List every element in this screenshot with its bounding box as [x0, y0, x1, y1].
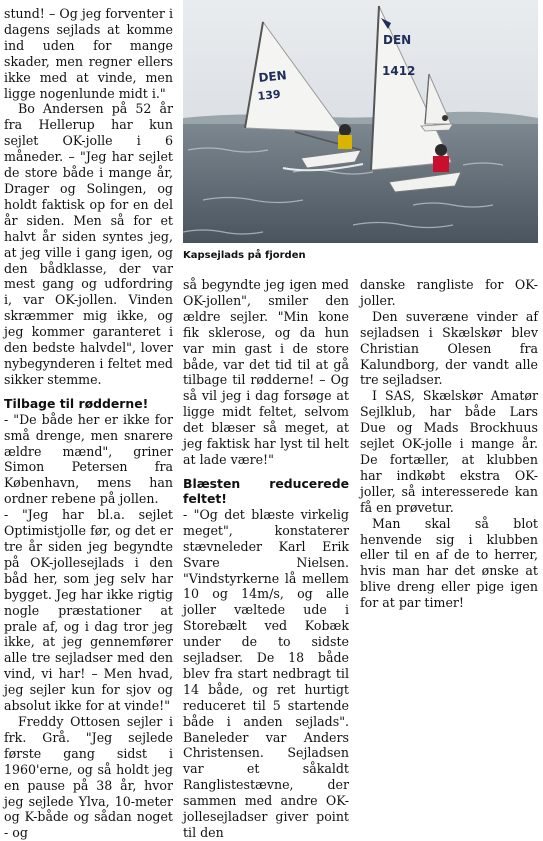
paragraph: danske rangliste for OK-joller.	[360, 277, 538, 308]
sail-country-code: DEN	[383, 33, 412, 47]
paragraph: - "Og det blæste virkelig meget", konstaterer stævneleder Karl Erik Svare Nielsen. "Vindstyrkerne lå mellem 10 og 14m/s, og alle joller væltede ude i Storebælt ved Kobæk under de to sidste sejladser. De 18 både blev fra start nedbragt til 14 både, og ret hurtigt reduceret til 5 startende både i anden sejlads". Baneleder var Anders Christensen. Sejladsen var et såkaldt Ranglistestævne, der sammen med andre OK-jollesejladser giver point til den	[183, 506, 349, 840]
paragraph: - "Jeg har bl.a. sejlet Optimistjolle før, og det er tre år siden jeg begyndte på OK-jollesejlads i den båd her, som jeg selv har bygget. Jeg har ikke rigtig nogle præstationer at prale af, og i dag tror jeg ikke, at jeg gennemfører alle tre sejladser med den vind, vi har! – Men hvad, jeg sejler kun for sjov og absolut ikke for at vinde!"	[4, 507, 173, 714]
article-column-1	[4, 6, 173, 841]
sail-number: 1412	[382, 64, 416, 78]
sail-country-code: DEN	[257, 68, 288, 85]
photo-caption: Kapsejlads på fjorden	[183, 250, 306, 261]
paragraph: Bo Andersen på 52 år fra Hellerup har kun sejlet OK-jolle i 6 måneder. – "Jeg har sejlet de store både i mange år, Drager og Solingen, og holdt faktisk op for en del år siden. Men så for et halvt år siden syntes jeg, at jeg ville i gang igen, og den bådklasse, der var mest gang og udfordring i, var OK-jollen. Vinden skræmmer mig ikke, og jeg kommer garanteret i den bedste halvdel", lover nybegynderen i feltet med sikker stemme.	[4, 101, 173, 387]
paragraph: - "De både her er ikke for små drenge, men snarere ældre mænd", griner Simon Petersen fra København, mens han ordner rebene på jollen.	[4, 411, 173, 507]
paragraph: så begyndte jeg igen med OK-jollen", smiler den ældre sejler. "Min kone fik sklerose, og da hun var min gast i de store både, var det tid til at gå tilbage til rødderne! – Og så vil jeg i dag forsøge at ligge midt feltet, selvom det blæser så meget, at jeg faktisk har lyst til helt at lade være!"	[183, 277, 349, 467]
section-heading: Tilbage til rødderne!	[4, 395, 149, 411]
paragraph: Freddy Ottosen sejler i frk. Grå. "Jeg sejlede første gang sidst i 1960'erne, og så holdt jeg en pause på 38 år, hvor jeg sejlede Ylva, 10-meter og K-både og sådan noget - og	[4, 713, 173, 841]
sailing-photo	[183, 0, 538, 243]
sailor	[339, 124, 351, 136]
sail-number: 139	[256, 87, 282, 103]
sailor	[435, 144, 447, 156]
paragraph: Man skal så blot henvende sig i klubben eller til en af de to herrer, hvis man har det ønske at blive dreng eller pige igen for at par timer!	[360, 515, 538, 611]
sailing-photo-graphic	[183, 0, 538, 243]
sailor-lifevest	[338, 135, 352, 149]
article-column-2	[183, 277, 349, 841]
paragraph: stund! – Og jeg forventer i dagens sejlads at komme ind uden for mange skader, men regner ellers ikke med at vinde, men ligge nogenlunde midt i."	[4, 6, 173, 101]
section-heading: Blæsten reducerede feltet!	[183, 475, 349, 506]
paragraph: Den suveræne vinder af sejladsen i Skælskør blev Christian Olesen fra Kalundborg, der vandt alle tre sejladser.	[360, 308, 538, 388]
article-column-3	[360, 277, 538, 611]
sailor-lifevest	[433, 156, 449, 172]
paragraph: I SAS, Skælskør Amatør Sejlklub, har både Lars Due og Mads Brockhuus sejlet OK-jolle i mange år. De fortæller, at klubben har indkøbt ekstra OK-joller, så interesserede kan få en prøvetur.	[360, 388, 538, 515]
